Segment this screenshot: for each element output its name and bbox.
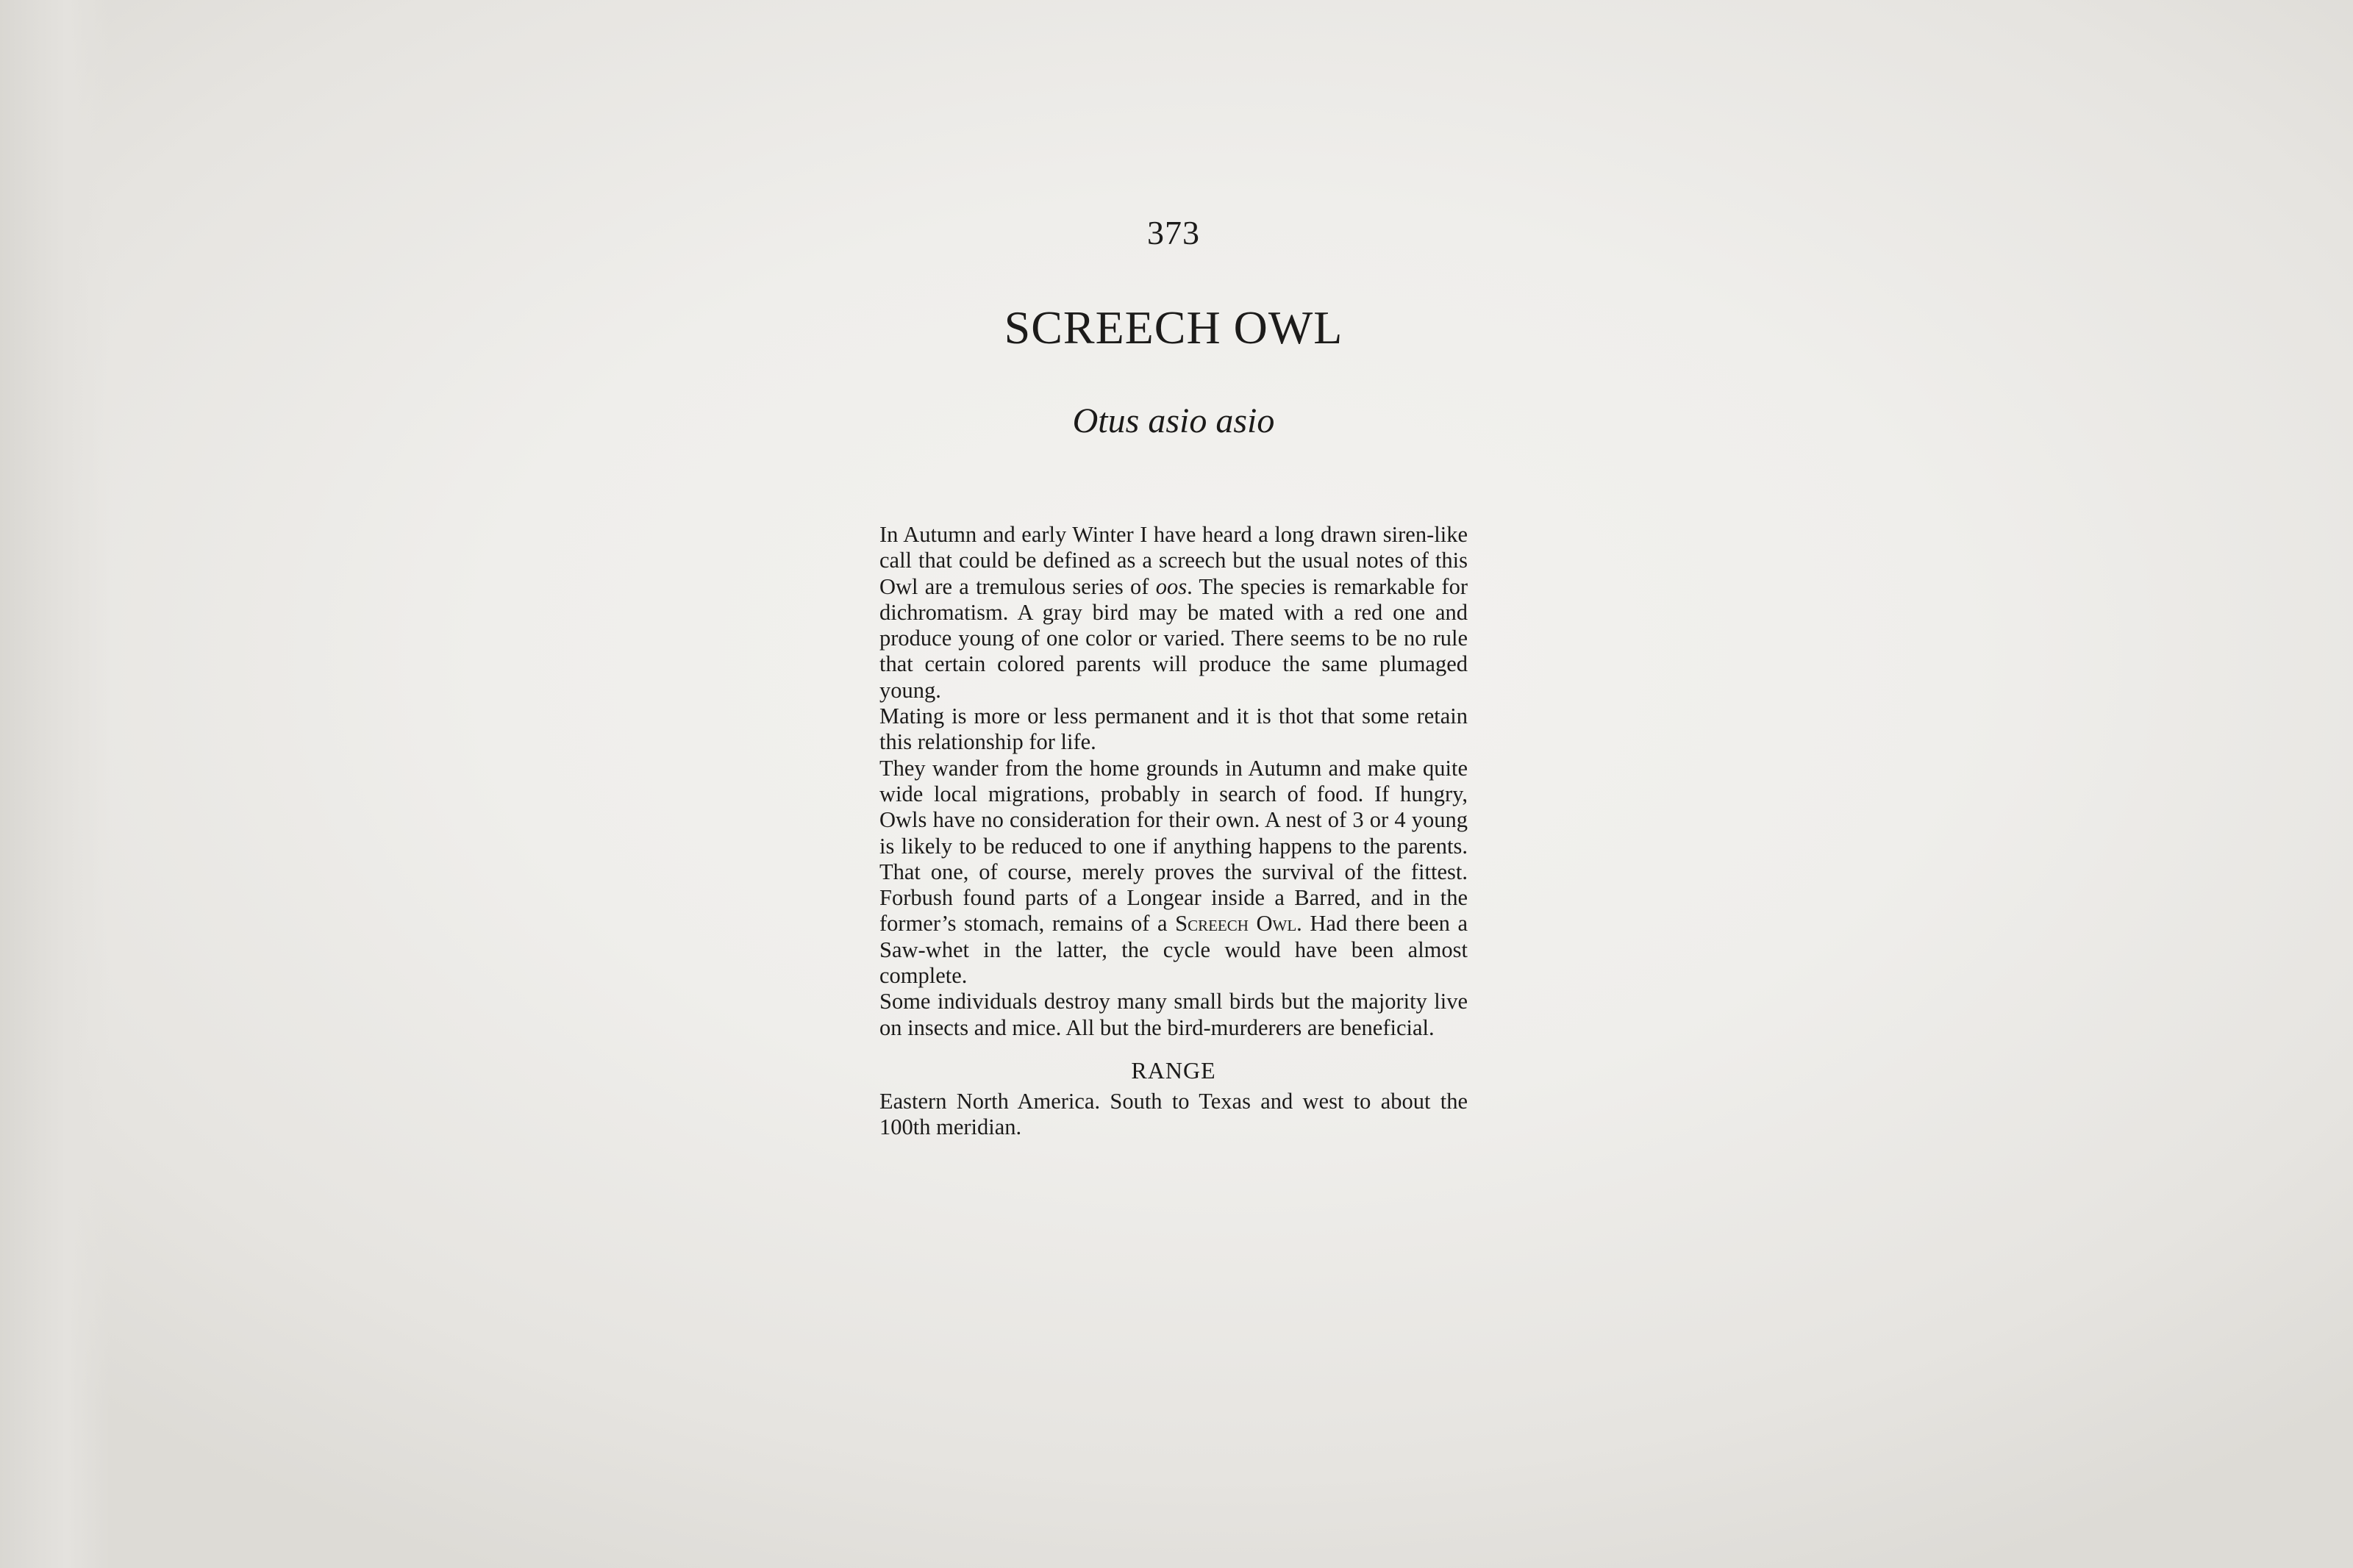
range-text: Eastern North America. South to Texas and west to about the 100th meridian.	[879, 1088, 1468, 1140]
paragraph-1-emphasis: oos	[1155, 573, 1188, 599]
page-number: 373	[1147, 214, 1200, 251]
body-text	[879, 522, 1468, 1041]
paragraph-3-text-b: . Had there been a Saw-whet in the latter, the cycle would have been almost complete.	[879, 911, 1468, 989]
page-title: SCREECH OWL	[1004, 301, 1343, 354]
paragraph-4: Some individuals destroy many small birds but the majority live on insects and mice. All but the bird-murderers are beneficial.	[879, 989, 1468, 1040]
paragraph-1	[879, 522, 1468, 704]
paragraph-2: Mating is more or less permanent and it is thot that some retain this relationship for life.	[879, 704, 1468, 755]
page-content	[879, 213, 1468, 1141]
range-heading: RANGE	[1131, 1056, 1216, 1084]
paragraph-3-smallcaps: Screech Owl	[1175, 911, 1297, 937]
paragraph-1-text-b: . The species is remarkable for dichromatism. A gray bird may be mated with a red one and produce young of one color or varied. There seems to be no rule that certain colored parents will produce the same plumaged young.	[879, 573, 1468, 703]
paragraph-1-text-a: In Autumn and early Winter I have heard a long drawn siren-like call that could be defined as a screech but the usual notes of this Owl are a tremulous series of	[879, 522, 1468, 599]
paragraph-3	[879, 756, 1468, 989]
paragraph-3-text-a: They wander from the home grounds in Autumn and make quite wide local migrations, probably in search of food. If hungry, Owls have no consideration for their own. A nest of 3 or 4 young is likely to be reduced to one if anything happens to the parents. That one, of course, merely proves the survival of the fittest. Forbush found parts of a Longear inside a Barred, and in the former’s stomach, remains of a	[879, 755, 1468, 937]
scientific-name: Otus asio asio	[1072, 401, 1275, 440]
page-gutter-shadow	[0, 0, 110, 1568]
